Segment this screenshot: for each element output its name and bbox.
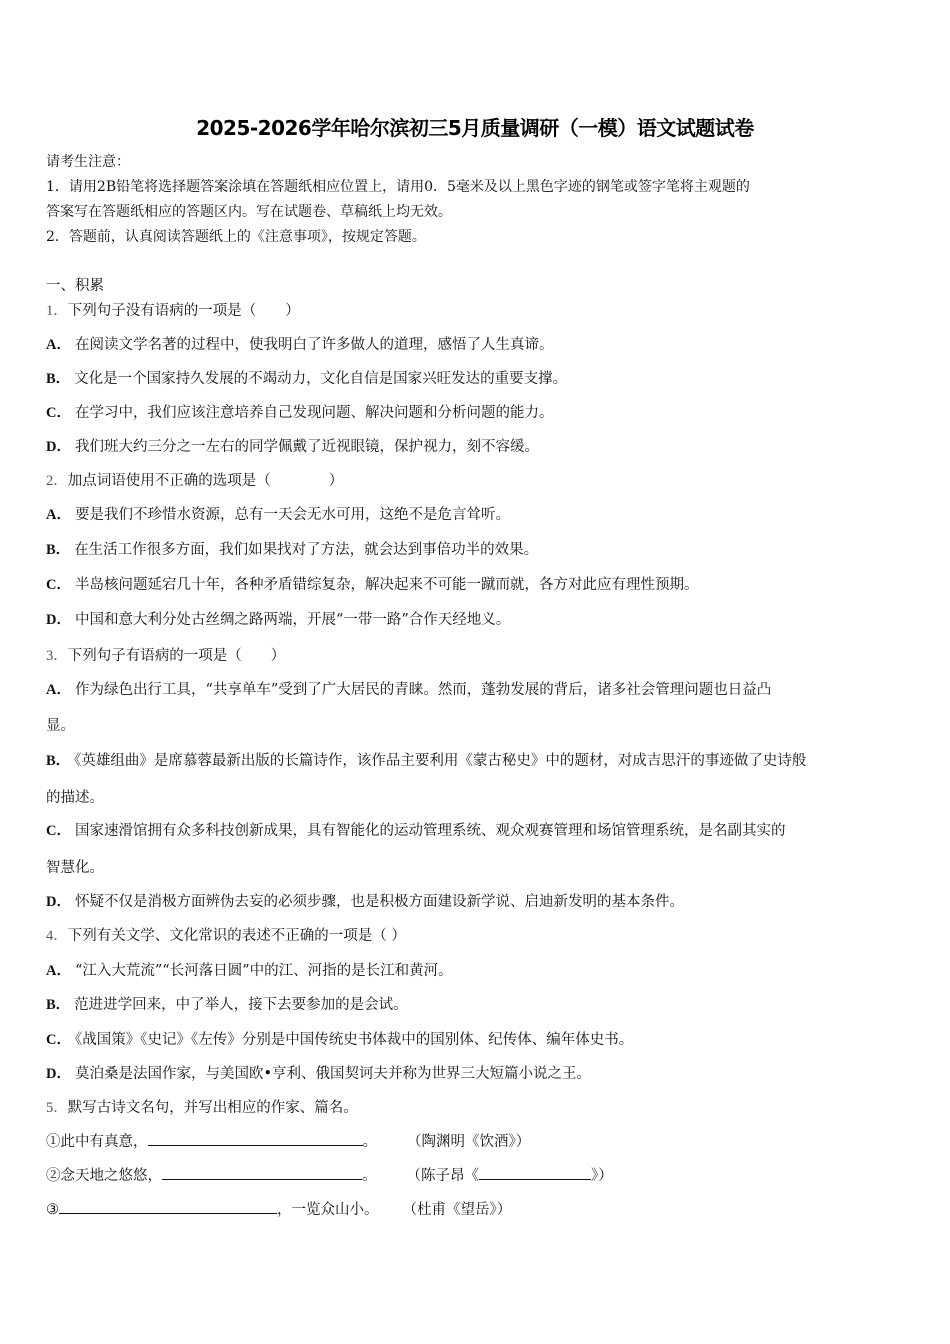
option-text: 在阅读文学名著的过程中，使我明白了许多做人的道理，感悟了人生真谛。	[74, 337, 554, 353]
option-label: B．	[46, 542, 71, 558]
item-marker: ①	[46, 1134, 61, 1150]
question-number: 2．	[46, 473, 68, 489]
question-1-option-b	[46, 369, 567, 389]
answer-blank[interactable]	[162, 1165, 362, 1180]
question-number: 4．	[46, 928, 68, 944]
item-source-prefix: （陈子昂《	[406, 1168, 479, 1184]
question-2-option-b	[46, 540, 538, 560]
item-source-suffix: 》）	[591, 1168, 613, 1184]
option-text: 在生活工作很多方面，我们如果找对了方法，就会达到事倍功半的效果。	[74, 542, 539, 558]
option-text: 要是我们不珍惜水资源，总有一天会无水可用，这绝不是危言耸听。	[74, 507, 510, 523]
option-label: B．	[46, 371, 71, 387]
question-2-option-c	[46, 575, 698, 595]
item-source: （杜甫《望岳》）	[402, 1202, 512, 1218]
option-label: A．	[46, 507, 71, 523]
item-prefix: 念天地之悠悠，	[60, 1168, 162, 1184]
question-4-option-a	[46, 961, 453, 981]
item-marker: ③	[46, 1202, 59, 1218]
option-text: 作为绿色出行工具，“共享单车”受到了广大居民的青睐。然而，蓬勃发展的背后，诸多社会管理问题也日益凸	[74, 682, 772, 698]
item-marker: ②	[46, 1168, 61, 1184]
item-suffix: 。	[362, 1134, 377, 1150]
option-text: “江入大荒流”“长河落日圆”中的江、河指的是长江和黄河。	[74, 963, 453, 979]
question-number: 3．	[46, 648, 68, 664]
question-5-stem	[46, 1098, 358, 1118]
recitation-item-2	[46, 1165, 613, 1186]
option-text: 我们班大约三分之一左右的同学佩戴了近视眼镜，保护视力，刻不容缓。	[74, 439, 539, 455]
notice-item-1-cont: 答案写在答题纸相应的答题区内。写在试题卷、草稿纸上均无效。	[46, 204, 452, 220]
recitation-item-1	[46, 1131, 530, 1152]
option-text: 范进进学回来，中了举人，接下去要参加的是会试。	[74, 997, 408, 1013]
question-4-option-c	[46, 1030, 633, 1050]
option-label: A．	[46, 682, 71, 698]
option-label: B．	[46, 753, 71, 769]
question-2-option-d	[46, 610, 510, 630]
option-label: C．	[46, 1032, 71, 1048]
question-text: 下列句子有语病的一项是（ ）	[67, 648, 286, 664]
question-1-option-a	[46, 335, 553, 355]
item-suffix: ，一览众山小。	[277, 1202, 379, 1218]
recitation-item-3	[46, 1199, 511, 1220]
option-label: C．	[46, 823, 71, 839]
question-text: 下列句子没有语病的一项是（ ）	[67, 303, 300, 319]
option-label: D．	[46, 1066, 71, 1082]
page-title: 2025-2026学年哈尔滨初三5月质量调研（一模）语文试题试卷	[196, 116, 754, 140]
question-2-option-a	[46, 505, 510, 525]
option-text: 《战国策》《史记》《左传》分别是中国传统史书体裁中的国别体、纪传体、编年体史书。	[74, 1032, 634, 1048]
option-text: 中国和意大利分处古丝绸之路两端，开展“一带一路”合作天经地义。	[74, 612, 511, 628]
title-blank[interactable]	[479, 1165, 591, 1180]
notice-item-1: 1．请用2B铅笔将选择题答案涂填在答题纸相应位置上，请用0．5毫米及以上黑色字迹的钢笔或签字笔将主观题的	[46, 179, 750, 195]
question-4-stem	[46, 926, 406, 946]
question-3-option-c	[46, 821, 785, 841]
option-text: 《英雄组曲》是席慕蓉最新出版的长篇诗作，该作品主要利用《蒙古秘史》中的题材，对成吉思汗的事迹做了史诗般	[74, 753, 807, 769]
question-number: 5．	[46, 1100, 68, 1116]
answer-blank[interactable]	[148, 1131, 363, 1146]
option-label: D．	[46, 439, 71, 455]
option-label: B．	[46, 997, 71, 1013]
question-3-option-c-cont: 智慧化。	[46, 860, 104, 876]
question-3-option-a-cont: 显。	[46, 718, 75, 734]
option-label: C．	[46, 405, 71, 421]
item-prefix: 此中有真意，	[60, 1134, 148, 1150]
item-source: （陶渊明《饮酒》）	[407, 1134, 531, 1150]
question-2-stem	[46, 471, 343, 491]
option-label: D．	[46, 894, 71, 910]
question-text: 下列有关文学、文化常识的表述不正确的一项是（ ）	[67, 928, 406, 944]
item-suffix: 。	[362, 1168, 377, 1184]
question-4-option-b	[46, 995, 408, 1015]
answer-blank[interactable]	[59, 1199, 277, 1214]
question-3-option-d	[46, 892, 684, 912]
question-number: 1．	[46, 303, 68, 319]
notice-heading: 请考生注意：	[46, 154, 130, 170]
question-1-option-d	[46, 437, 539, 457]
question-3-option-a	[46, 680, 771, 700]
option-label: A．	[46, 963, 71, 979]
question-3-option-b	[46, 751, 806, 771]
question-3-stem	[46, 646, 285, 666]
section-heading: 一、积累	[46, 278, 104, 294]
question-text: 默写古诗文名句，并写出相应的作家、篇名。	[67, 1100, 358, 1116]
option-text: 国家速滑馆拥有众多科技创新成果，具有智能化的运动管理系统、观众观赛管理和场馆管理系统，是名副其实的	[74, 823, 786, 839]
question-1-option-c	[46, 403, 553, 423]
question-text: 加点词语使用不正确的选项是（ ）	[67, 473, 344, 489]
option-text: 文化是一个国家持久发展的不竭动力，文化自信是国家兴旺发达的重要支撑。	[74, 371, 568, 387]
question-3-option-b-cont: 的描述。	[46, 790, 104, 806]
option-text: 半岛核问题延宕几十年，各种矛盾错综复杂，解决起来不可能一蹴而就，各方对此应有理性预期。	[74, 577, 699, 593]
option-text: 在学习中，我们应该注意培养自己发现问题、解决问题和分析问题的能力。	[74, 405, 554, 421]
option-label: C．	[46, 577, 71, 593]
option-text: 莫泊桑是法国作家，与美国欧•亨利、俄国契诃夫并称为世界三大短篇小说之王。	[74, 1066, 592, 1082]
option-label: D．	[46, 612, 71, 628]
notice-item-2: 2．答题前，认真阅读答题纸上的《注意事项》，按规定答题。	[46, 229, 426, 245]
option-text: 怀疑不仅是消极方面辨伪去妄的必须步骤，也是积极方面建设新学说、启迪新发明的基本条件。	[74, 894, 684, 910]
option-label: A．	[46, 337, 71, 353]
question-1-stem	[46, 301, 300, 321]
question-4-option-d	[46, 1064, 591, 1084]
